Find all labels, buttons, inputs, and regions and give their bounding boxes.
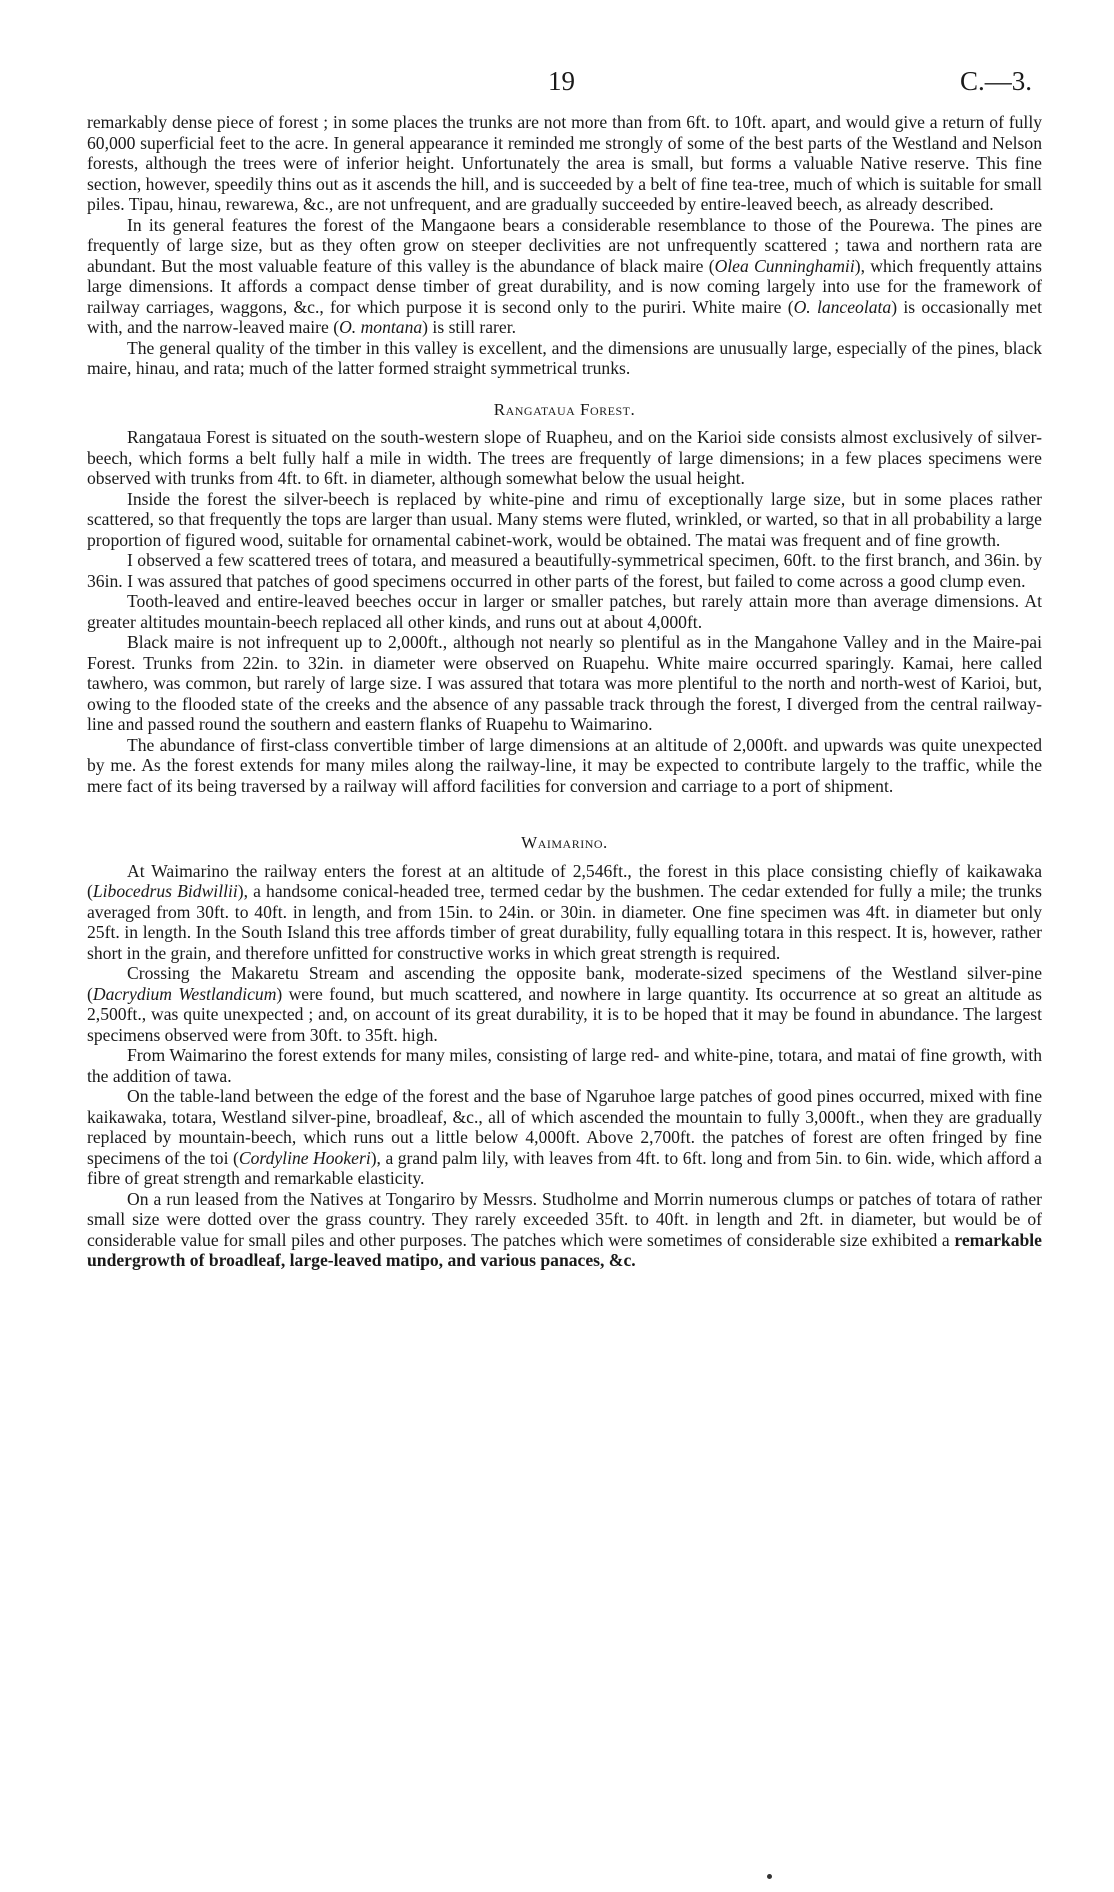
paragraph-continued: remarkably dense piece of forest ; in some places the trunks are not more than from 6ft. to 10ft. apart, and would give a return of fully 60,000 superficial feet to the acre. In general appearance it reminded me strongly of some of the best parts of the Westland and Nelson forests, although the trees were of inferior height. Unfortunately the area is small, but forms a valuable Native reserve. This fine section, however, speedily thins out as it ascends the hill, and is succeeded by a belt of fine tea-tree, much of which is suitable for small piles. Tipau, hinau, rewarewa, &c., are not unfrequent, and are gradually succeeded by entire-leaved beech, as already described. (87, 112, 1042, 214)
species-name: Dacrydium Westlandicum (92, 983, 277, 1004)
paragraph-rangataua-intro: Rangataua Forest is situated on the south-western slope of Ruapheu, and on the Karioi side consists almost exclusively of silver-beech, which forms a belt fully half a mile in width. The trees are frequently of large dimensions; in a few places specimens were observed with trunks from 4ft. to 6ft. in diameter, although somewhat below the usual height. (87, 427, 1042, 488)
paragraph-waimarino-intro: At Waimarino the railway enters the forest at an altitude of 2,546ft., the forest in this place consisting chiefly of kaikawaka (Libocedrus Bidwillii), a handsome conical-headed tree, termed cedar by the bushmen. The cedar extended for fully a mile; the trunks averaged from 30ft. to 40ft. in length, and from 15in. to 24in. or 30in. in diameter. One fine specimen was 4ft. in diameter but only 25ft. in length. In the South Island this tree affords timber of great durability, fully equalling totara in this respect. It is, however, rather short in the grain, and therefore unfitted for constructive works in which great strength is required. (87, 860, 1042, 963)
section-heading-waimarino: Waimarino. (521, 833, 608, 852)
species-name: O. montana (339, 317, 423, 337)
species-name: O. lanceolata (793, 296, 892, 317)
paragraph-makaretu: Crossing the Makaretu Stream and ascending the opposite bank, moderate-sized specimens of the Westland silver-pine (Dacrydium Westlandicum) were found, but much scattered, and nowhere in large quantity. Its occurrence at so great an altitude as 2,500ft., was quite unexpected ; and, on account of its great durability, it is to be hoped that it may be found in abundance. The largest specimens observed were from 30ft. to 35ft. high. (87, 963, 1042, 1045)
species-name: Olea Cunninghamii (714, 255, 855, 276)
paragraph-waimarino-extent: From Waimarino the forest extends for many miles, consisting of large red- and white-pine, totara, and matai of fine growth, with the addition of tawa. (87, 1045, 1042, 1086)
body-text (87, 112, 1042, 1271)
bold-closing-line: remarkable undergrowth of broadleaf, large-leaved matipo, and various panaces, &c. (87, 1229, 1042, 1270)
document-code: C.—3. (959, 66, 1032, 96)
page-header (0, 66, 1114, 96)
paragraph-beeches: Tooth-leaved and entire-leaved beeches occur in larger or smaller patches, but rarely attain more than average dimensions. At greater altitudes mountain-beech replaced all other kinds, and runs out at about 4,000ft. (87, 591, 1042, 632)
paragraph-tongariro: On a run leased from the Natives at Tongariro by Messrs. Studholme and Morrin numerous clumps or patches of totara of rather small size were dotted over the grass country. They rarely exceeded 35ft. to 40ft. in length and 2ft. in diameter, but would be of considerable value for small piles and other purposes. The patches which were sometimes of considerable size exhibited a remarkable undergrowth of broadleaf, large-leaved matipo, and various panaces, &c. (87, 1188, 1042, 1270)
paragraph-timber-quality: The general quality of the timber in this valley is excellent, and the dimensions are unusually large, especially of the pines, black maire, hinau, and rata; much of the latter formed straight symmetrical trunks. (87, 337, 1042, 378)
paragraph-silver-beech: Inside the forest the silver-beech is replaced by white-pine and rimu of exceptionally large size, but in some places rather scattered, so that frequently the tops are larger than usual. Many stems were fluted, wrinkled, or warted, so that in all probability a large proportion of figured wood, suitable for ornamental cabinet-work, would be obtained. The matai was frequent and of fine growth. (87, 488, 1042, 550)
paragraph-mangaone: In its general features the forest of the Mangaone bears a considerable resemblance to those of the Pourewa. The pines are frequently of large size, but as they often grow on steeper declivities are not unfrequently scattered ; tawa and northern rata are abundant. But the most valuable feature of this valley is the abundance of black maire (Olea Cunninghamii), which frequently attains large dimensions. It affords a compact dense timber of great durability, and is now coming largely into use for the framework of railway carriages, waggons, &c., for which purpose it is second only to the puriri. White maire (O. lanceolata) is occasionally met with, and the narrow-leaved maire (O. montana) is still rarer. (87, 214, 1043, 337)
page-number: 19 (548, 66, 575, 96)
paragraph-table-land: On the table-land between the edge of the forest and the base of Ngaruhoe large patches of good pines occurred, mixed with fine kaikawaka, totara, Westland silver-pine, broadleaf, &c., all of which ascended the mountain to fully 3,000ft., when they are gradually replaced by mountain-beech, which runs out a little below 4,000ft. Above 2,700ft. the patches of forest are often fringed by fine specimens of the toi (Cordyline Hookeri), a grand palm lily, with leaves from 4ft. to 6ft. long and from 5in. to 6in. wide, which afford a fibre of great strength and remarkable elasticity. (87, 1086, 1042, 1188)
section-heading-rangataua: Rangataua Forest. (493, 399, 636, 419)
species-name: Libocedrus Bidwillii (92, 881, 238, 901)
paragraph-black-maire: Black maire is not infrequent up to 2,000ft., although not nearly so plentiful as in the Mangahone Valley and in the Maire-pai Forest. Trunks from 22in. to 32in. in diameter were observed on Ruapehu. White maire occurred sparingly. Kamai, here called tawhero, was common, but rarely of large size. I was assured that totara was more plentiful to the north and north-west of Karioi, but, owing to the flooded state of the creeks and the absence of any passable track through the forest, I diverged from the central railway-line and passed round the southern and eastern flanks of Ruapehu to Waimarino. (87, 632, 1042, 734)
paragraph-totara: I observed a few scattered trees of totara, and measured a beautifully-symmetrical specimen, 60ft. to the first branch, and 36in. by 36in. I was assured that patches of good specimens occurred in other parts of the forest, but failed to come across a good clump even. (87, 550, 1042, 591)
paragraph-abundance: The abundance of first-class convertible timber of large dimensions at an altitude of 2,000ft. and upwards was quite unexpected by me. As the forest extends for many miles along the railway-line, it may be expected to contribute largely to the traffic, while the mere fact of its being traversed by a railway will afford facilities for conversion and carriage to a port of shipment. (87, 734, 1042, 796)
species-name: Cordyline Hookeri (238, 1147, 371, 1168)
print-dot (767, 1874, 772, 1879)
